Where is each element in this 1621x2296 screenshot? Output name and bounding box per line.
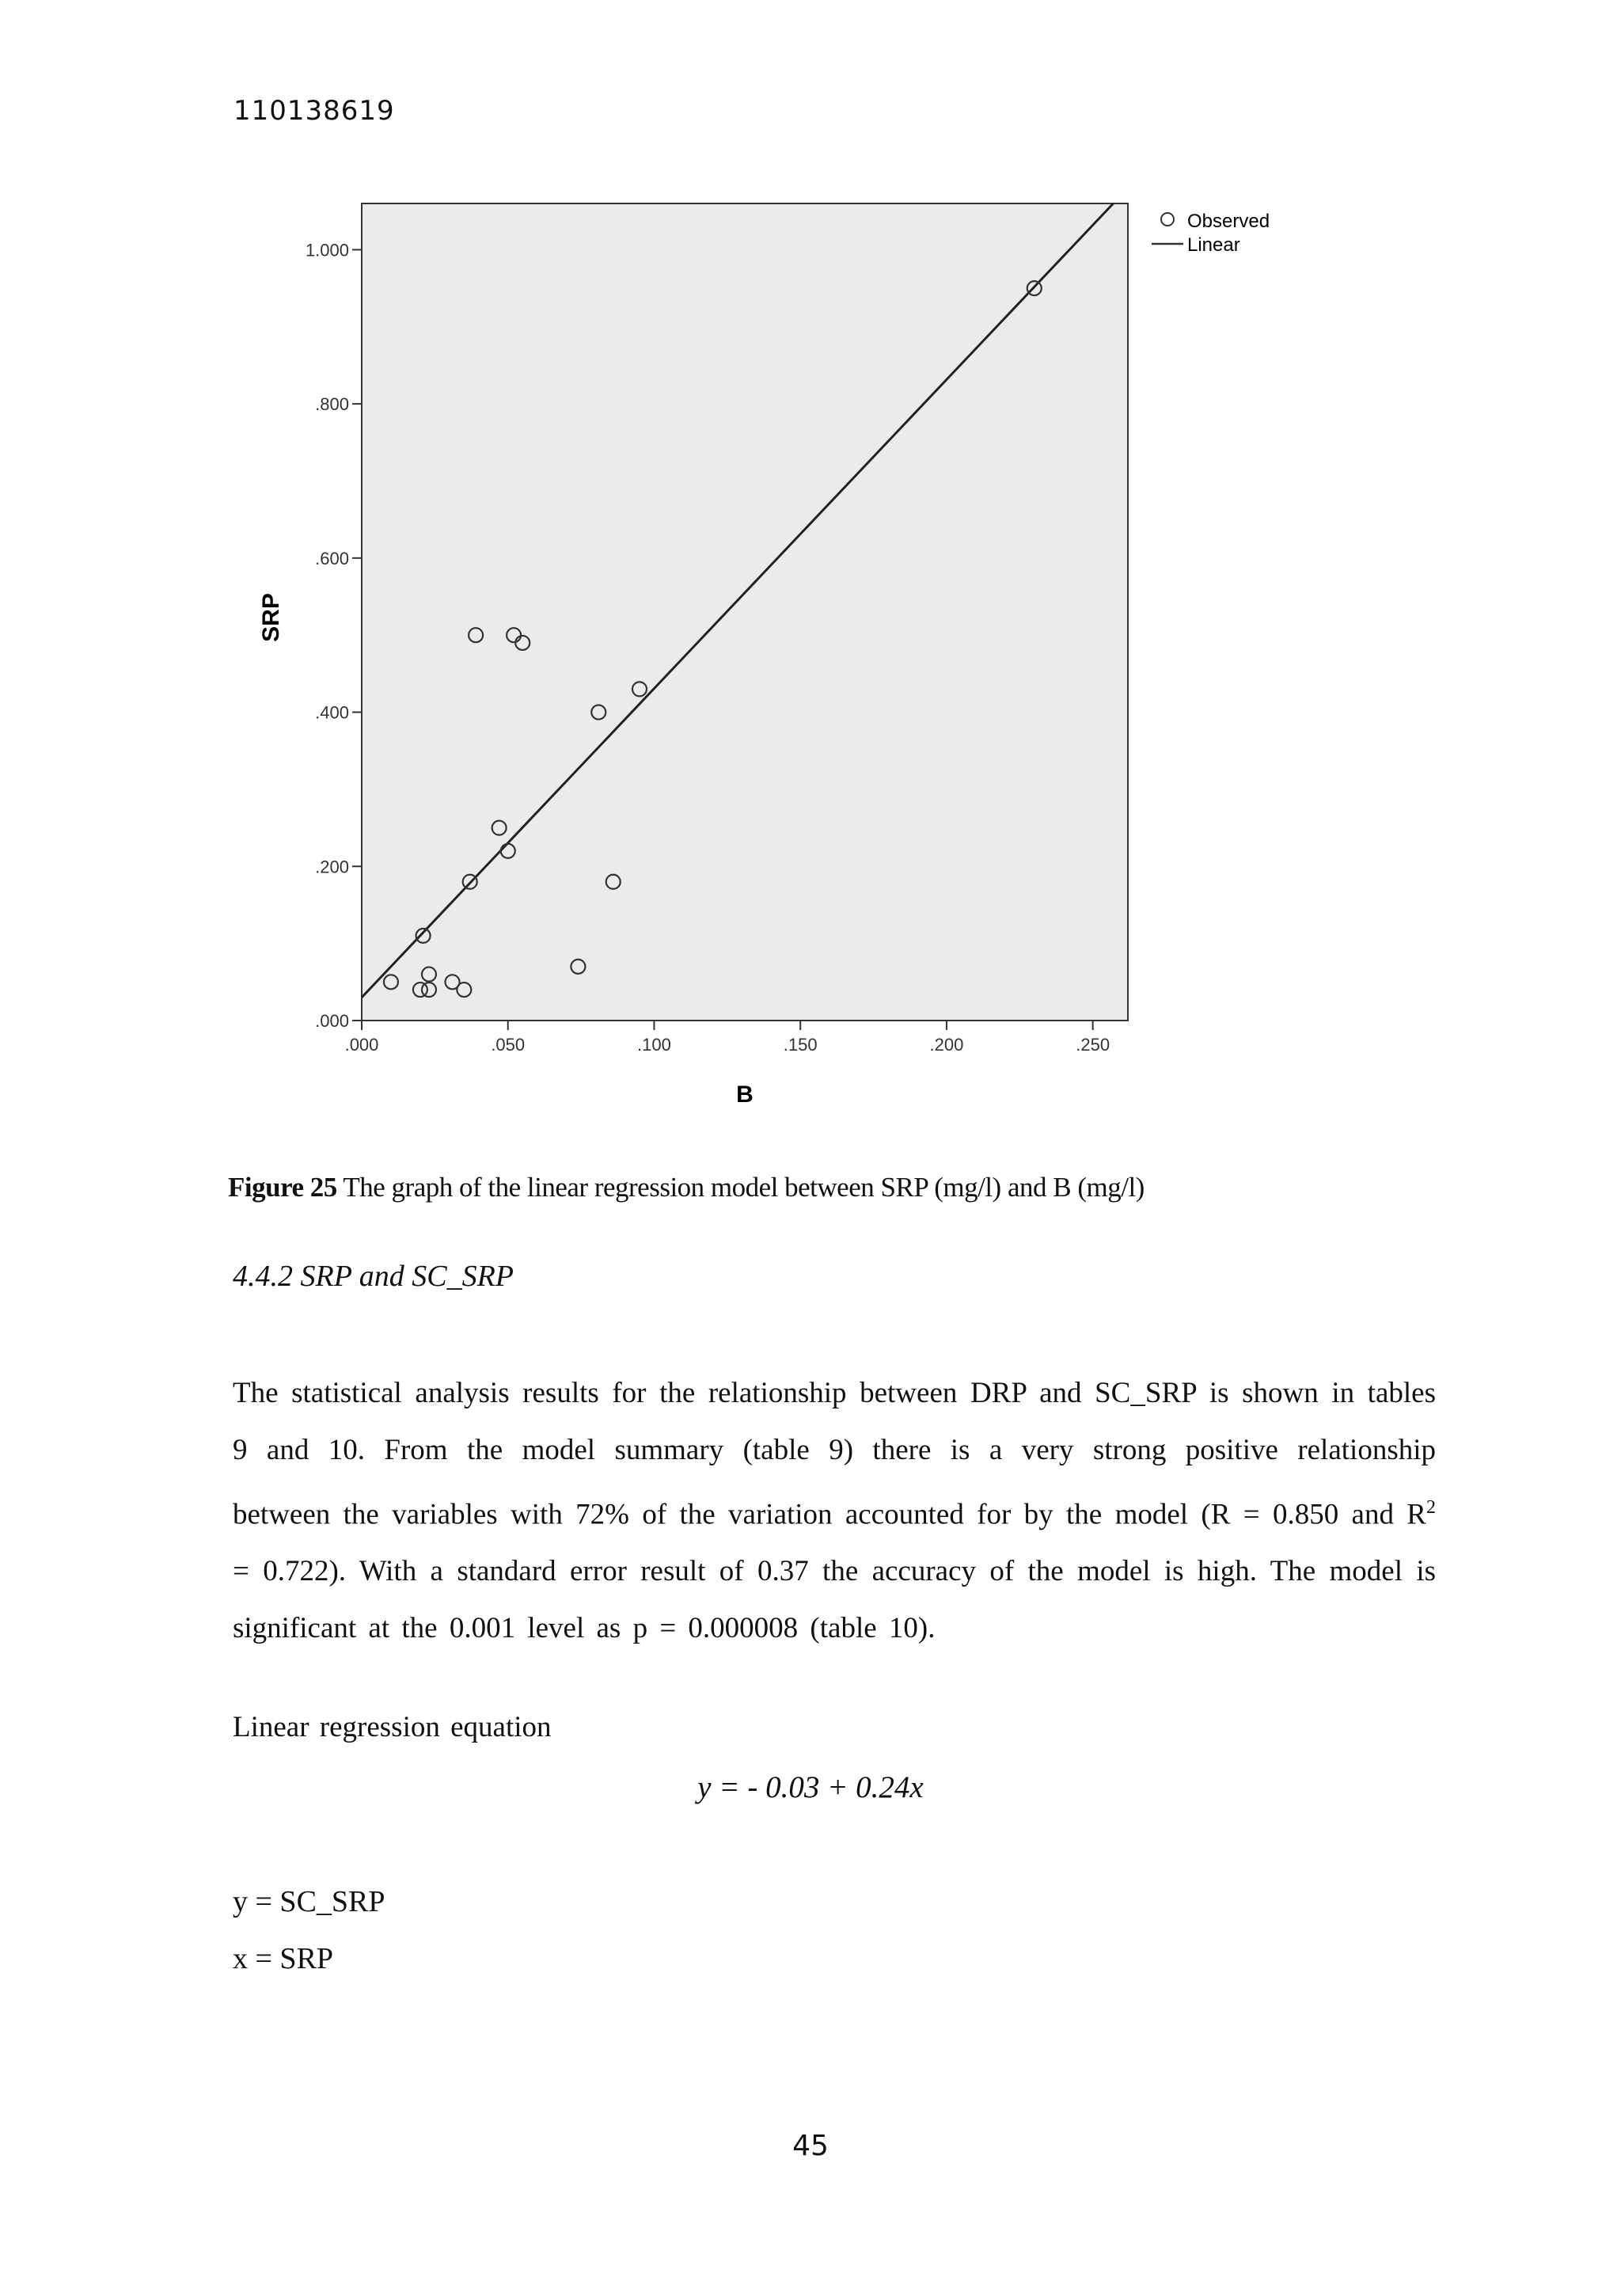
paragraph-text-part2: = 0.722). With a standard error result of 0.37 the accuracy of the model is high. The model is significant at the 0.001 level as p = 0.000008 (table 10). — [233, 1555, 1436, 1645]
y-tick-label: .000 — [315, 1011, 349, 1031]
figure-caption — [228, 1172, 1415, 1203]
figure-caption-text: The graph of the linear regression model between SRP (mg/l) and B (mg/l) — [336, 1172, 1145, 1203]
legend-observed-label: Observed — [1187, 211, 1270, 232]
paragraph-text-part1: The statistical analysis results for the relationship between DRP and SC_SRP is shown in tables 9 and 10. From the model summary (table 9) there is a very strong positive relationship between the variables with 72% of the variation accounted for by the model (R = 0.850 and R — [233, 1377, 1436, 1531]
y-tick-label: .800 — [315, 394, 349, 415]
x-tick-label: .250 — [1076, 1035, 1110, 1055]
x-definition: x = SRP — [233, 1942, 334, 1975]
document-id: 110138619 — [233, 95, 395, 127]
y-axis-label: SRP — [258, 593, 284, 642]
y-tick-label: .200 — [315, 857, 349, 877]
y-tick-label: 1.000 — [305, 240, 349, 260]
plot-area — [362, 203, 1128, 1021]
equation-intro: Linear regression equation — [233, 1711, 552, 1743]
page-number: 45 — [792, 2130, 829, 2162]
legend-linear-label: Linear — [1187, 234, 1240, 256]
legend — [1152, 211, 1270, 256]
y-definition: y = SC_SRP — [233, 1885, 385, 1918]
x-axis-label: B — [736, 1081, 754, 1108]
x-tick-label: .100 — [637, 1035, 671, 1055]
body-paragraph — [233, 1365, 1436, 1657]
x-tick-label: .200 — [929, 1035, 964, 1055]
y-tick-label: .600 — [315, 548, 349, 568]
scatter-chart — [237, 178, 1346, 1128]
x-tick-label: .050 — [491, 1035, 526, 1055]
y-tick-label: .400 — [315, 702, 349, 723]
section-heading: 4.4.2 SRP and SC_SRP — [233, 1260, 514, 1293]
x-tick-label: .000 — [344, 1035, 379, 1055]
regression-equation: y = - 0.03 + 0.24x — [697, 1770, 924, 1804]
r-squared-superscript: 2 — [1426, 1497, 1436, 1518]
figure-label: Figure 25 — [228, 1172, 337, 1203]
x-tick-label: .150 — [783, 1035, 818, 1055]
legend-observed-marker — [1161, 213, 1174, 226]
